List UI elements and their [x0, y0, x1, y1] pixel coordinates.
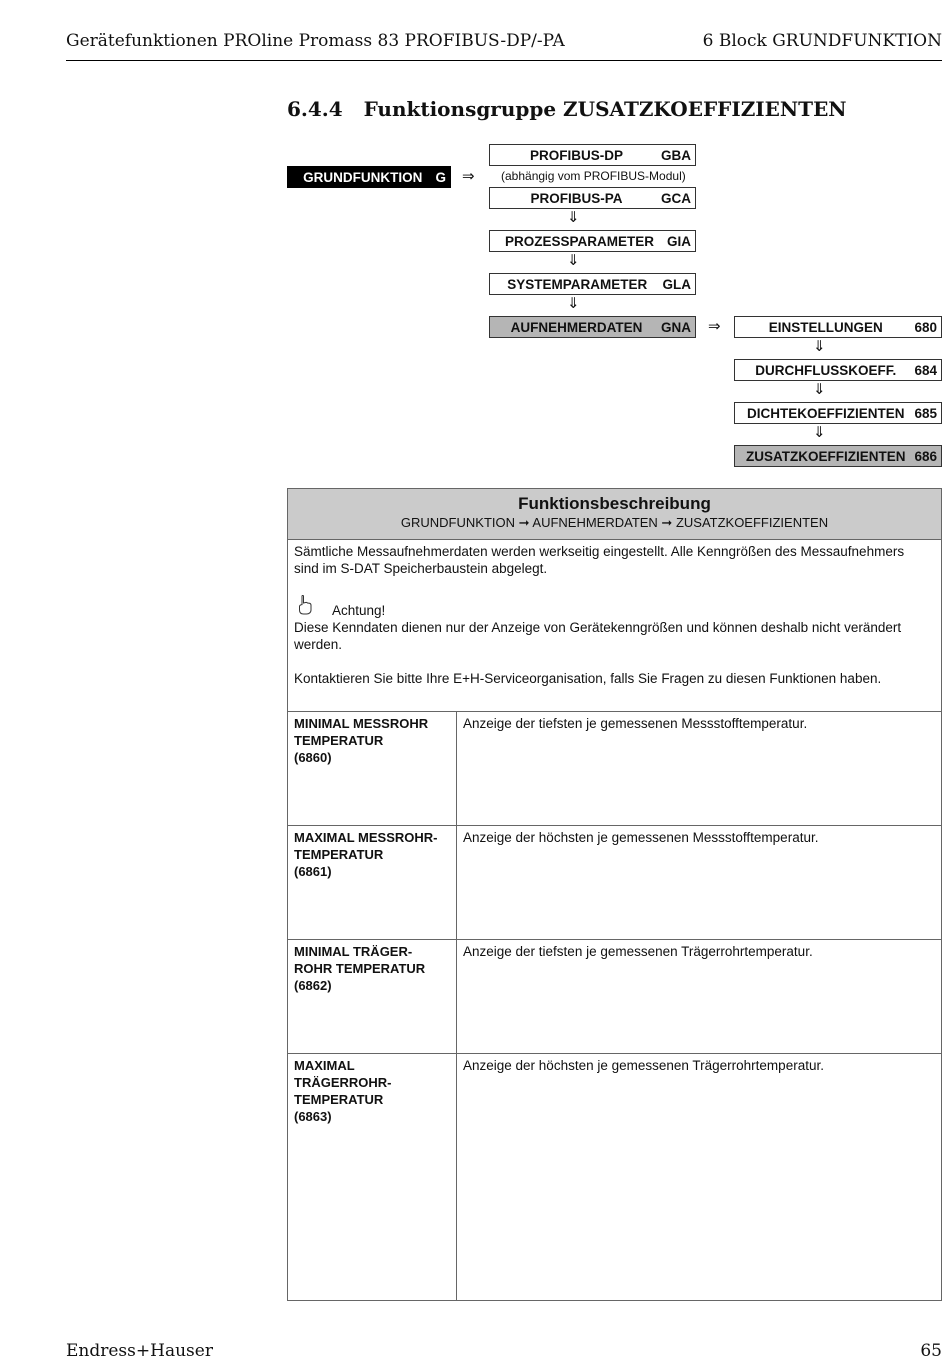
arrow-right-icon: ⇒ [708, 318, 721, 335]
function-box-durchflusskoeff [734, 359, 942, 381]
row-divider [288, 825, 941, 826]
description-header [288, 489, 941, 540]
function-label: DURCHFLUSSKOEFF. [755, 362, 897, 378]
function-name-line: MAXIMAL MESSROHR- [294, 830, 438, 845]
function-text: Anzeige der höchsten je gemessenen Trägerrohrtemperatur. [463, 1058, 824, 1073]
header-rule [66, 60, 942, 61]
function-box-einstellungen [734, 316, 942, 338]
group-code: GCA [661, 190, 691, 206]
function-code: 684 [914, 362, 937, 378]
function-name-line: (6863) [294, 1109, 332, 1124]
function-name-line: MINIMAL MESSROHR [294, 716, 429, 731]
description-title: Funktionsbeschreibung [518, 494, 711, 513]
description-path: GRUNDFUNKTION ➞ AUFNEHMERDATEN ➞ ZUSATZKOEFFIZIENTEN [400, 515, 829, 530]
function-name [294, 1057, 454, 1125]
function-label: ZUSATZKOEFFIZIENTEN [745, 448, 906, 464]
function-label: DICHTEKOEFFIZIENTEN [746, 405, 905, 421]
group-box-aufnehmerdaten [489, 316, 696, 338]
function-name-line: TRÄGERROHR- [294, 1075, 392, 1090]
group-code: GLA [662, 276, 691, 292]
arrow-down-icon: ⇓ [567, 209, 580, 226]
page-number: 65 [920, 1341, 942, 1361]
arrow-down-icon: ⇓ [567, 295, 580, 312]
intro-text: Sämtliche Messaufnehmerdaten werden werkseitig eingestellt. Alle Kenngrößen des Messaufnehmers sind im S-DAT Speicherbaustein abgelegt. [294, 544, 905, 576]
root-box [287, 166, 451, 188]
group-label: PROZESSPARAMETER [504, 233, 654, 249]
function-name-line: TEMPERATUR [294, 1092, 384, 1107]
root-code: G [435, 169, 446, 185]
function-text: Anzeige der höchsten je gemessenen Messstofftemperatur. [463, 830, 819, 845]
arrow-right-icon: ⇒ [462, 168, 475, 185]
group-box-profibus-pa [489, 187, 696, 209]
module-note: (abhängig vom PROFIBUS-Modul) [501, 169, 686, 183]
group-code: GNA [661, 319, 691, 335]
function-name [294, 715, 454, 766]
group-label: AUFNEHMERDATEN [510, 319, 643, 335]
running-header-title: Gerätefunktionen PROline Promass 83 PROFIBUS-DP/-PA [66, 31, 565, 51]
function-name-line: (6861) [294, 864, 332, 879]
function-box-dichtekoeffizienten [734, 402, 942, 424]
function-code: 680 [914, 319, 937, 335]
arrow-down-icon: ⇓ [813, 338, 826, 355]
running-header-chapter: 6 Block GRUNDFUNKTION [702, 31, 942, 51]
function-name-line: TEMPERATUR [294, 847, 384, 862]
group-box-profibus-dp [489, 144, 696, 166]
function-box-zusatzkoeffizienten [734, 445, 942, 467]
function-description-table [287, 488, 942, 1301]
function-name-line: (6860) [294, 750, 332, 765]
function-text: Anzeige der tiefsten je gemessenen Trägerrohrtemperatur. [463, 944, 813, 959]
group-label: PROFIBUS-DP [529, 147, 623, 163]
function-name-line: ROHR TEMPERATUR [294, 961, 426, 976]
root-label: GRUNDFUNKTION [303, 169, 423, 185]
arrow-down-icon: ⇓ [567, 252, 580, 269]
caution-label: Achtung! [332, 603, 386, 618]
pointing-hand-icon [297, 595, 313, 615]
section-title: 6.4.4 Funktionsgruppe ZUSATZKOEFFIZIENTEN [287, 97, 847, 121]
function-name-line: MAXIMAL [294, 1058, 355, 1073]
group-box-systemparameter [489, 273, 696, 295]
group-code: GBA [661, 147, 691, 163]
group-box-prozessparameter [489, 230, 696, 252]
function-name [294, 829, 454, 880]
arrow-down-icon: ⇓ [813, 381, 826, 398]
contact-text: Kontaktieren Sie bitte Ihre E+H-Serviceorganisation, falls Sie Fragen zu diesen Funktionen haben. [294, 671, 882, 686]
caution-text: Diese Kenndaten dienen nur der Anzeige von Gerätekenngrößen und können deshalb nicht verändert werden. [294, 620, 902, 652]
function-code: 685 [914, 405, 937, 421]
row-divider [288, 939, 941, 940]
function-name-line: MINIMAL TRÄGER- [294, 944, 413, 959]
function-name-line: TEMPERATUR [294, 733, 384, 748]
arrow-down-icon: ⇓ [813, 424, 826, 441]
function-code: 686 [914, 448, 937, 464]
group-code: GIA [666, 233, 691, 249]
function-text: Anzeige der tiefsten je gemessenen Messstofftemperatur. [463, 716, 808, 731]
group-label: SYSTEMPARAMETER [507, 276, 648, 292]
function-label: EINSTELLUNGEN [768, 319, 883, 335]
row-divider [288, 711, 941, 712]
function-name-line: (6862) [294, 978, 332, 993]
row-divider [288, 1053, 941, 1054]
function-name [294, 943, 454, 994]
footer-brand-logo: Endress+Hauser [66, 1341, 213, 1361]
column-divider [456, 711, 457, 1300]
group-label: PROFIBUS-PA [530, 190, 623, 206]
